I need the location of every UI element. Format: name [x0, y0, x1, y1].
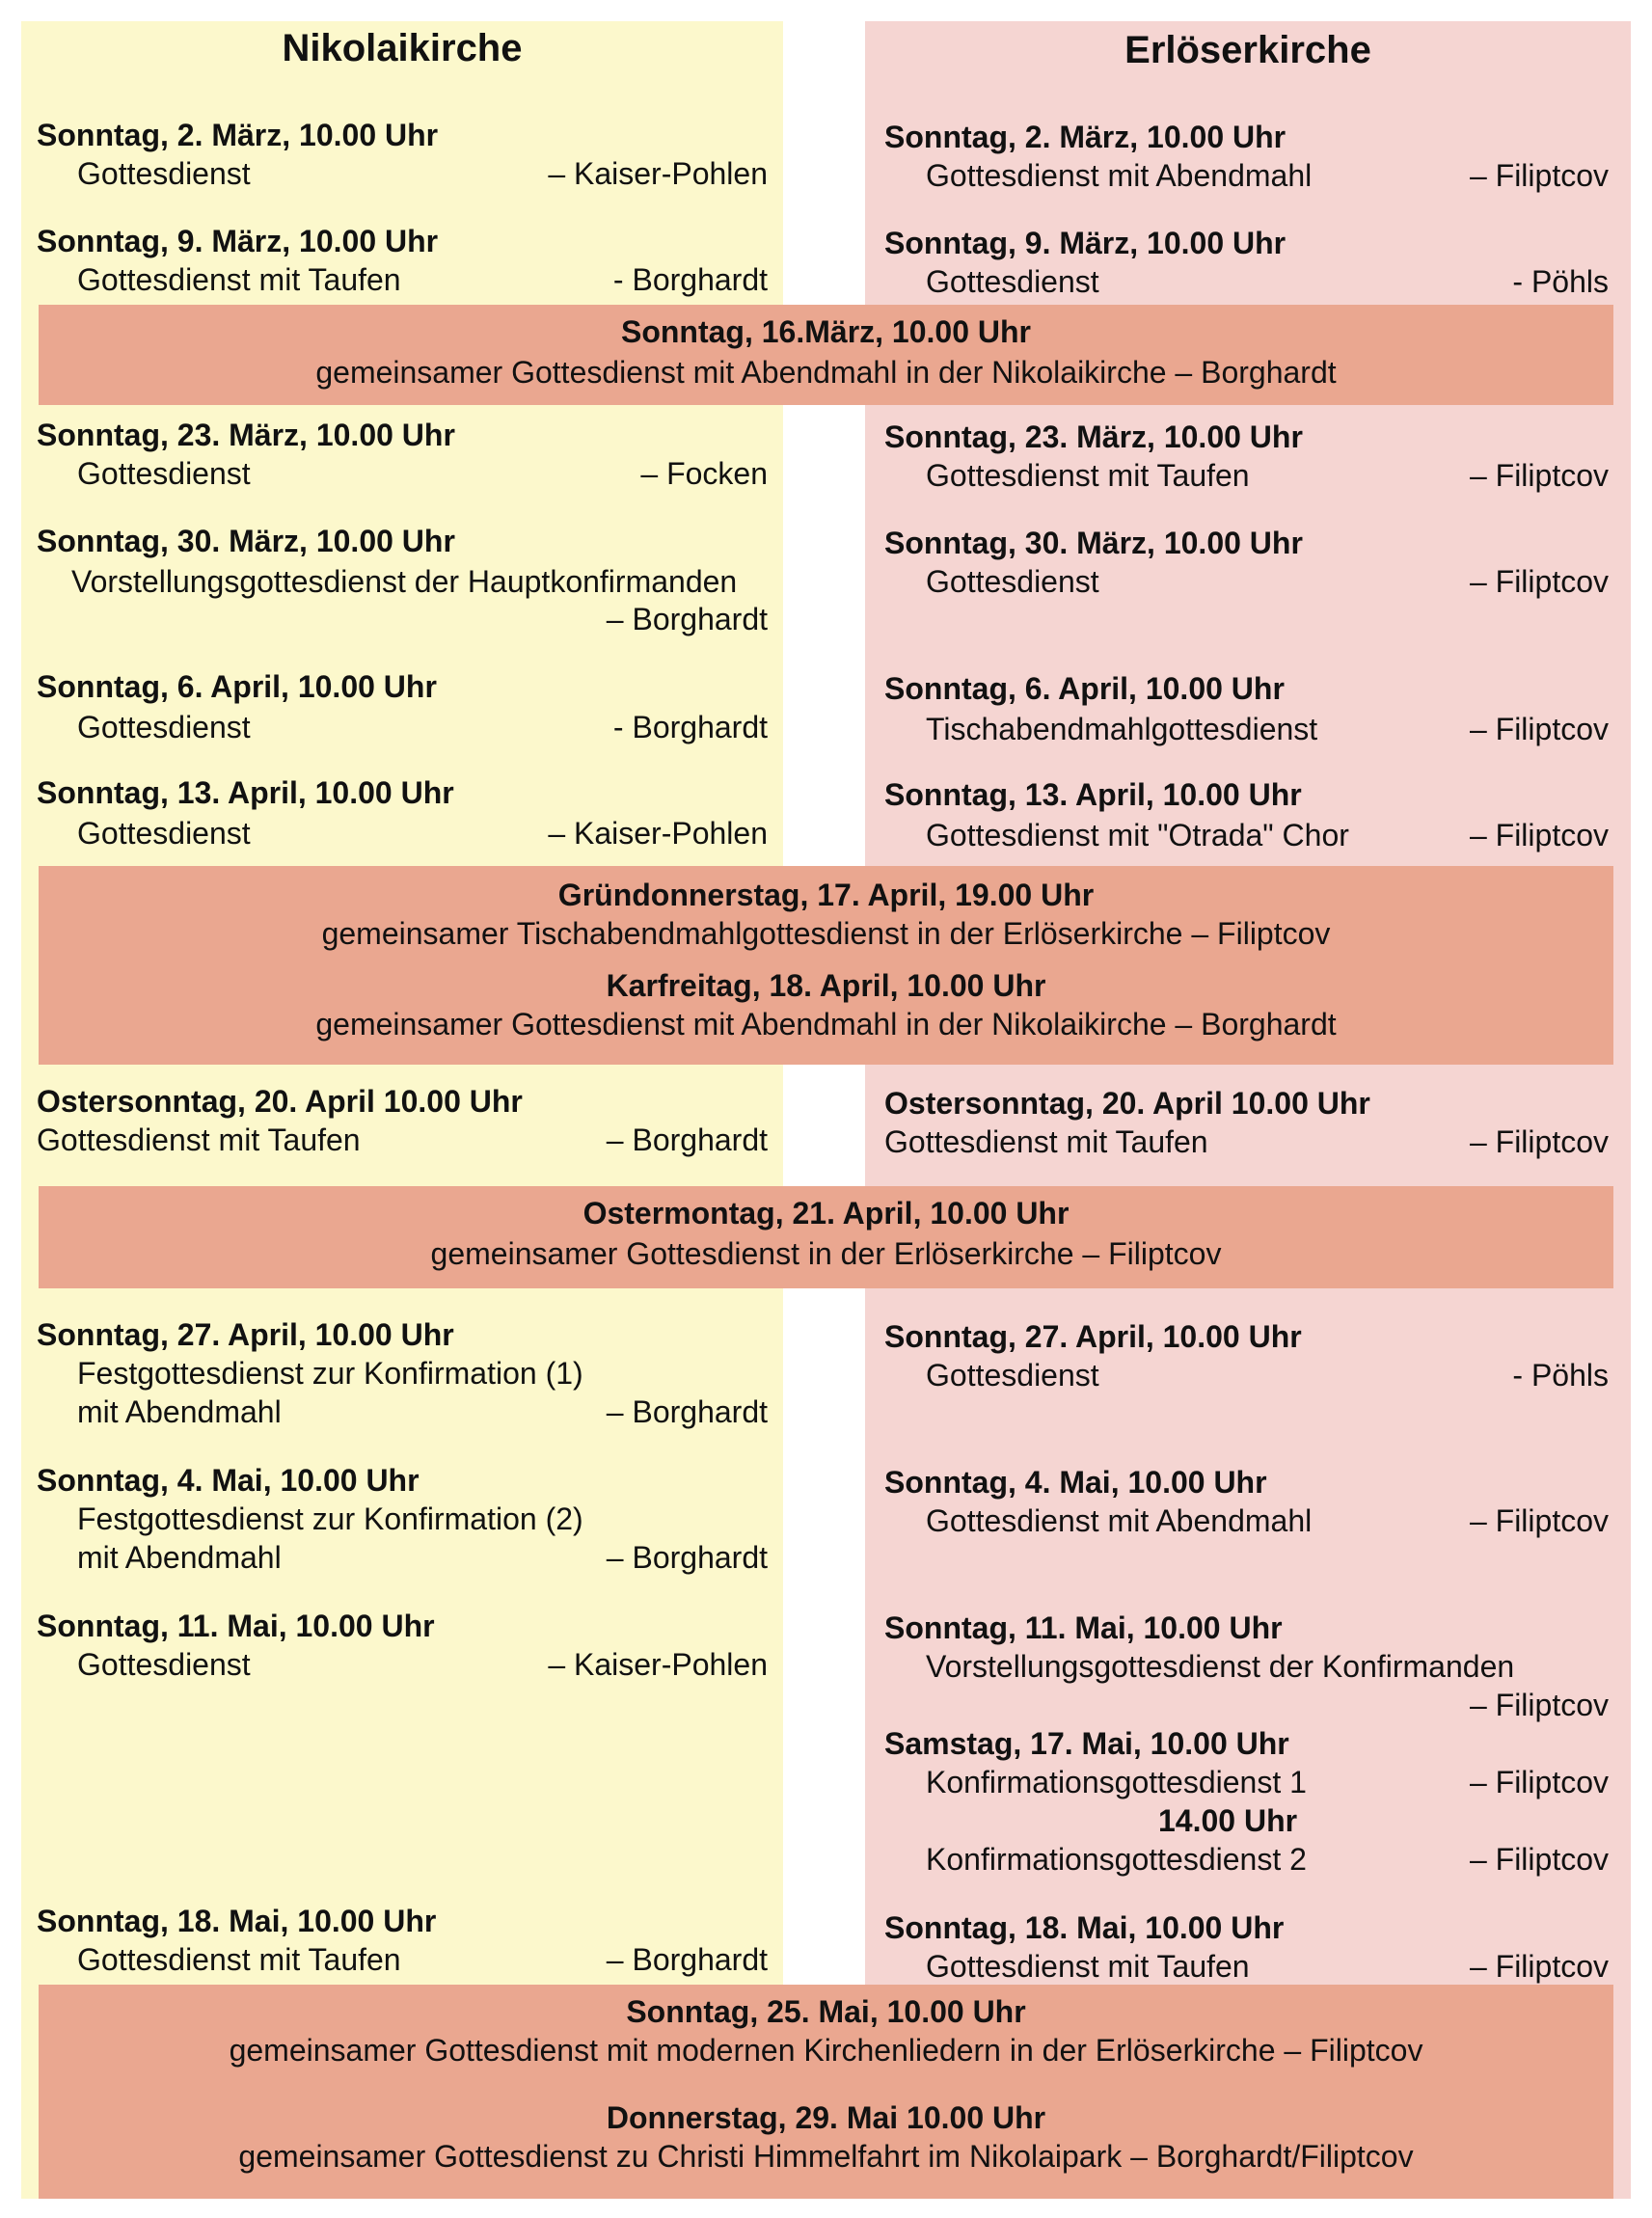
entry-heading: Sonntag, 18. Mai, 10.00 Uhr	[37, 1904, 437, 1938]
entry-service: Gottesdienst mit Taufen	[926, 458, 1250, 493]
joint-heading: Gründonnerstag, 17. April, 19.00 Uhr	[557, 878, 1095, 912]
entry-pastor: – Borghardt	[606, 602, 768, 636]
entry-service: Gottesdienst mit Taufen	[884, 1124, 1208, 1159]
entry-service: Gottesdienst mit Taufen	[77, 262, 401, 297]
entry-heading: Samstag, 17. Mai, 10.00 Uhr	[884, 1726, 1289, 1761]
entry-service: Gottesdienst mit "Otrada" Chor	[926, 818, 1349, 852]
entry-service: Gottesdienst mit Taufen	[77, 1942, 401, 1977]
entry-pastor: – Focken	[640, 456, 768, 491]
entry-heading: Sonntag, 4. Mai, 10.00 Uhr	[884, 1465, 1267, 1500]
entry-service: Gottesdienst	[77, 456, 251, 491]
joint-text: gemeinsamer Gottesdienst zu Christi Himmelfahrt im Nikolaipark – Borghardt/Filiptcov	[238, 2139, 1414, 2174]
entry-heading: Sonntag, 9. März, 10.00 Uhr	[884, 226, 1286, 260]
entry-second-time: 14.00 Uhr	[1158, 1803, 1298, 1838]
entry-pastor: – Filiptcov	[1469, 818, 1609, 852]
joint-heading: Ostermontag, 21. April, 10.00 Uhr	[582, 1196, 1070, 1231]
joint-heading: Sonntag, 16.März, 10.00 Uhr	[620, 314, 1031, 349]
entry-service: Gottesdienst	[926, 564, 1099, 599]
entry-service-second: Konfirmationsgottesdienst 2	[926, 1842, 1307, 1877]
entry-service: Gottesdienst	[926, 264, 1099, 299]
entry-service: Gottesdienst	[77, 1647, 251, 1682]
entry-heading: Sonntag, 9. März, 10.00 Uhr	[37, 224, 439, 258]
entry-service: Festgottesdienst zur Konfirmation (2)	[77, 1501, 583, 1536]
entry-pastor: – Borghardt	[606, 1540, 768, 1575]
entry-heading: Sonntag, 27. April, 10.00 Uhr	[884, 1319, 1302, 1354]
entry-pastor-second: – Filiptcov	[1469, 1842, 1609, 1877]
entry-service: Gottesdienst	[926, 1358, 1099, 1393]
entry-heading: Sonntag, 23. März, 10.00 Uhr	[884, 419, 1303, 454]
joint-heading: Sonntag, 25. Mai, 10.00 Uhr	[626, 1994, 1026, 2029]
entry-pastor: – Borghardt	[606, 1123, 768, 1157]
joint-text: gemeinsamer Gottesdienst mit modernen Kirchenliedern in der Erlöserkirche – Filiptcov	[229, 2033, 1423, 2068]
entry-pastor: – Kaiser-Pohlen	[548, 1647, 768, 1682]
entry-pastor: – Filiptcov	[1469, 1124, 1609, 1159]
entry-service-line2: mit Abendmahl	[77, 1540, 282, 1575]
entry-heading: Sonntag, 6. April, 10.00 Uhr	[884, 671, 1285, 706]
joint-heading: Karfreitag, 18. April, 10.00 Uhr	[606, 968, 1046, 1003]
entry-service: Gottesdienst mit Abendmahl	[926, 158, 1313, 193]
entry-heading: Sonntag, 2. März, 10.00 Uhr	[884, 120, 1286, 154]
entry-heading: Sonntag, 13. April, 10.00 Uhr	[884, 777, 1302, 812]
entry-pastor: – Filiptcov	[1469, 458, 1609, 493]
entry-heading: Sonntag, 30. März, 10.00 Uhr	[37, 524, 455, 558]
entry-pastor: – Borghardt	[606, 1942, 768, 1977]
entry-service: Gottesdienst mit Abendmahl	[926, 1503, 1313, 1538]
entry-service-line2: mit Abendmahl	[77, 1394, 282, 1429]
column-title-nikolaikirche: Nikolaikirche	[282, 27, 523, 69]
entry-pastor: – Borghardt	[606, 1394, 768, 1429]
entry-service: Vorstellungsgottesdienst der Hauptkonfirmanden	[71, 564, 738, 599]
entry-pastor: – Filiptcov	[1469, 1688, 1609, 1722]
entry-heading: Sonntag, 13. April, 10.00 Uhr	[37, 775, 454, 810]
entry-service: Vorstellungsgottesdienst der Konfirmanden	[926, 1649, 1515, 1684]
entry-pastor: - Pöhls	[1512, 1358, 1609, 1393]
entry-pastor: – Filiptcov	[1469, 1765, 1609, 1799]
column-title-erloeserkirche: Erlöserkirche	[1124, 29, 1371, 71]
entry-pastor: – Filiptcov	[1469, 564, 1609, 599]
entry-service: Gottesdienst	[77, 156, 251, 191]
joint-text: gemeinsamer Gottesdienst mit Abendmahl in der Nikolaikirche – Borghardt	[315, 1007, 1337, 1041]
entry-pastor: - Pöhls	[1512, 264, 1609, 299]
entry-pastor: – Filiptcov	[1469, 158, 1609, 193]
entry-service: Gottesdienst mit Taufen	[926, 1949, 1250, 1984]
entry-service: Gottesdienst mit Taufen	[37, 1123, 361, 1157]
entry-pastor: – Kaiser-Pohlen	[548, 156, 768, 191]
entry-pastor: – Filiptcov	[1469, 712, 1609, 746]
entry-heading: Ostersonntag, 20. April 10.00 Uhr	[37, 1084, 523, 1119]
entry-heading: Sonntag, 27. April, 10.00 Uhr	[37, 1317, 454, 1352]
entry-heading: Sonntag, 11. Mai, 10.00 Uhr	[884, 1610, 1283, 1645]
entry-heading: Sonntag, 11. Mai, 10.00 Uhr	[37, 1609, 435, 1643]
entry-pastor: – Filiptcov	[1469, 1503, 1609, 1538]
entry-service: Konfirmationsgottesdienst 1	[926, 1765, 1307, 1799]
joint-heading: Donnerstag, 29. Mai 10.00 Uhr	[606, 2100, 1046, 2135]
entry-heading: Sonntag, 18. Mai, 10.00 Uhr	[884, 1910, 1285, 1945]
entry-pastor: – Filiptcov	[1469, 1949, 1609, 1984]
entry-heading: Sonntag, 23. März, 10.00 Uhr	[37, 418, 455, 452]
entry-pastor: – Kaiser-Pohlen	[548, 816, 768, 851]
entry-service: Gottesdienst	[77, 710, 251, 744]
joint-text: gemeinsamer Gottesdienst mit Abendmahl in der Nikolaikirche – Borghardt	[315, 355, 1337, 390]
entry-service: Gottesdienst	[77, 816, 251, 851]
joint-text: gemeinsamer Gottesdienst in der Erlöserkirche – Filiptcov	[430, 1236, 1222, 1271]
entry-pastor: - Borghardt	[612, 710, 768, 744]
entry-heading: Sonntag, 30. März, 10.00 Uhr	[884, 526, 1303, 560]
entry-service: Tischabendmahlgottesdienst	[926, 712, 1318, 746]
joint-text: gemeinsamer Tischabendmahlgottesdienst in der Erlöserkirche – Filiptcov	[321, 916, 1331, 951]
entry-heading: Ostersonntag, 20. April 10.00 Uhr	[884, 1086, 1370, 1121]
entry-service: Festgottesdienst zur Konfirmation (1)	[77, 1356, 583, 1391]
entry-heading: Sonntag, 2. März, 10.00 Uhr	[37, 118, 439, 152]
entry-heading: Sonntag, 6. April, 10.00 Uhr	[37, 669, 437, 704]
entry-heading: Sonntag, 4. Mai, 10.00 Uhr	[37, 1463, 420, 1498]
entry-pastor: - Borghardt	[612, 262, 768, 297]
